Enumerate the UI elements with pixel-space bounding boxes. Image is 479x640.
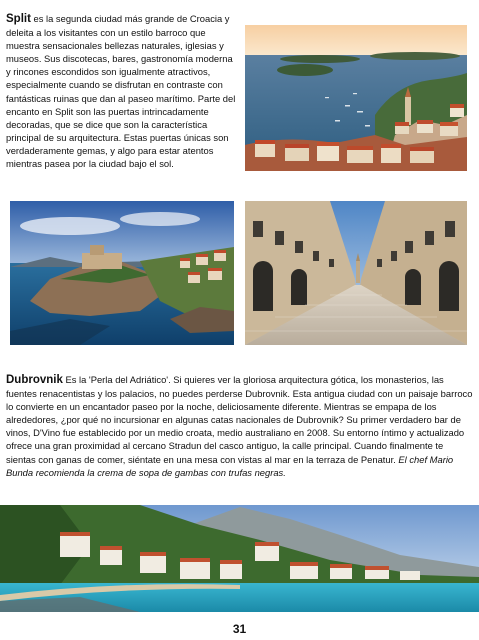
split-paragraph — [6, 12, 238, 170]
dubrovnik-body: Es la 'Perla del Adriático'. Si quieres ver la gloriosa arquitectura gótica, los monasterios, las fuentes renacentistas y los palacios, no puedes perderse Dubrovnik. Esta antigua ciudad con un paisaje barroco lo convierte en un encantador paseo por la noche, deliciosamente diferente. Mientras se empapa de los alrededores, ¿por qué no incursionar en algunas catas nacionales de Dubrovnik? Su primer verdadero bar de vinos, D'Vino fue establecido por un medio croata, medio australiano en 2008. Su entorno íntimo y actualizado ofrece una gran proximidad al cercano Stradun del casco antiguo, la calle principal. Cuando finalmente te sientas con ganas de comer, siéntate en una mesa con vistas al mar en la terraza de Penatur. — [6, 374, 473, 465]
page-number: 31 — [232, 622, 247, 636]
coastal-town-photo — [0, 505, 479, 612]
fortress-cliff-photo — [10, 201, 234, 345]
dubrovnik-paragraph — [6, 373, 474, 479]
harbor-town-photo — [245, 25, 467, 171]
dubrovnik-heading: Dubrovnik — [6, 374, 63, 386]
dubrovnik-italic-note: El chef Mario Bunda recomienda la crema de sopa de gambas con trufas negras. — [6, 453, 454, 478]
split-heading: Split — [6, 13, 31, 25]
split-body: es la segunda ciudad más grande de Croacia y deleita a los visitantes con un estilo barroco que muestra sensacionales bellezas naturales, iglesias y museos. Sus discotecas, bares, gastronomía moderna y rincones escondidos son igualmente atractivos, especialmente cuando se disfrutan en contraste con fantásticas ruinas que dan al paseo marítimo. Parte del encanto en Split son las puertas intrincadamente decoradas, que se dice que son la característica principal de su arquitectura. Estas puertas únicas son verdaderamente gemas, y algo para estar atentos mientras pasea por la ciudad bajo el sol. — [6, 13, 236, 170]
stone-street-photo — [245, 201, 467, 345]
